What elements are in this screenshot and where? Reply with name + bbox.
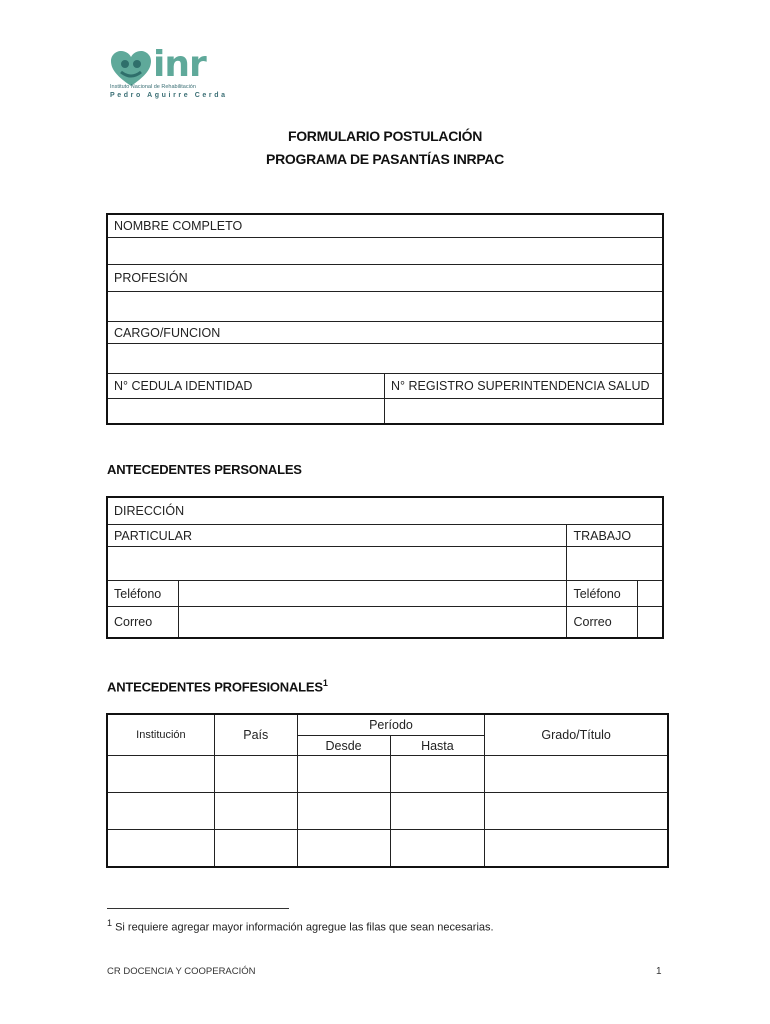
- private-address-field[interactable]: [108, 547, 567, 581]
- from-cell[interactable]: [297, 830, 390, 867]
- registry-field[interactable]: [385, 399, 663, 424]
- personal-section-heading: ANTECEDENTES PERSONALES: [107, 462, 302, 477]
- identification-table: [107, 214, 663, 424]
- private-label: PARTICULAR: [108, 525, 567, 547]
- work-phone-field[interactable]: [638, 581, 663, 607]
- from-cell[interactable]: [297, 756, 390, 793]
- logo-heart-icon: [110, 50, 152, 88]
- footnote-mark: 1: [107, 918, 113, 928]
- from-cell[interactable]: [297, 793, 390, 830]
- institution-cell[interactable]: [108, 830, 215, 867]
- country-cell[interactable]: [214, 793, 297, 830]
- id-number-label: N° CEDULA IDENTIDAD: [108, 374, 385, 399]
- profession-label: PROFESIÓN: [108, 265, 663, 292]
- footer-department: CR DOCENCIA Y COOPERACIÓN: [107, 966, 256, 977]
- full-name-field[interactable]: [108, 238, 663, 265]
- work-address-field[interactable]: [567, 547, 663, 581]
- professional-heading-text: ANTECEDENTES PROFESIONALES: [107, 679, 323, 695]
- to-cell[interactable]: [390, 793, 485, 830]
- table-row: [108, 830, 668, 867]
- logo-subtitle: Instituto Nacional de Rehabilitación: [110, 84, 196, 90]
- private-phone-field[interactable]: [179, 581, 567, 607]
- profession-field[interactable]: [108, 292, 663, 322]
- id-number-field[interactable]: [108, 399, 385, 424]
- personal-table: [107, 497, 663, 638]
- footnote: [107, 918, 494, 934]
- private-phone-label: Teléfono: [108, 581, 179, 607]
- work-phone-label: Teléfono: [567, 581, 638, 607]
- footnote-ref[interactable]: 1: [322, 678, 328, 688]
- col-to: Hasta: [390, 736, 485, 756]
- logo-wordmark: inr: [153, 44, 206, 85]
- col-institution: Institución: [108, 715, 215, 756]
- footnote-separator: [107, 908, 289, 909]
- form-subtitle: PROGRAMA DE PASANTÍAS INRPAC: [266, 151, 504, 167]
- work-email-field[interactable]: [638, 607, 663, 638]
- institution-cell[interactable]: [108, 756, 215, 793]
- full-name-label: NOMBRE COMPLETO: [108, 215, 663, 238]
- table-row: [108, 756, 668, 793]
- to-cell[interactable]: [390, 830, 485, 867]
- registry-label: N° REGISTRO SUPERINTENDENCIA SALUD: [385, 374, 663, 399]
- position-label: CARGO/FUNCION: [108, 322, 663, 344]
- work-email-label: Correo: [567, 607, 638, 638]
- institution-cell[interactable]: [108, 793, 215, 830]
- col-period: Período: [297, 715, 485, 736]
- position-field[interactable]: [108, 344, 663, 374]
- col-degree: Grado/Título: [485, 715, 668, 756]
- form-title: FORMULARIO POSTULACIÓN: [287, 128, 483, 144]
- professional-table: [107, 714, 668, 867]
- degree-cell[interactable]: [485, 756, 668, 793]
- logo-subtitle-name: Pedro Aguirre Cerda: [110, 92, 228, 99]
- country-cell[interactable]: [214, 830, 297, 867]
- footnote-text: Si requiere agregar mayor información agregue las filas que sean necesarias.: [115, 921, 494, 934]
- private-email-label: Correo: [108, 607, 179, 638]
- work-label: TRABAJO: [567, 525, 663, 547]
- country-cell[interactable]: [214, 756, 297, 793]
- professional-section-heading: [107, 678, 328, 694]
- to-cell[interactable]: [390, 756, 485, 793]
- col-from: Desde: [297, 736, 390, 756]
- page-number: 1: [656, 966, 662, 977]
- degree-cell[interactable]: [485, 793, 668, 830]
- address-label: DIRECCIÓN: [108, 498, 663, 525]
- table-row: [108, 793, 668, 830]
- institution-logo: [110, 44, 228, 116]
- degree-cell[interactable]: [485, 830, 668, 867]
- private-email-field[interactable]: [179, 607, 567, 638]
- col-country: País: [214, 715, 297, 756]
